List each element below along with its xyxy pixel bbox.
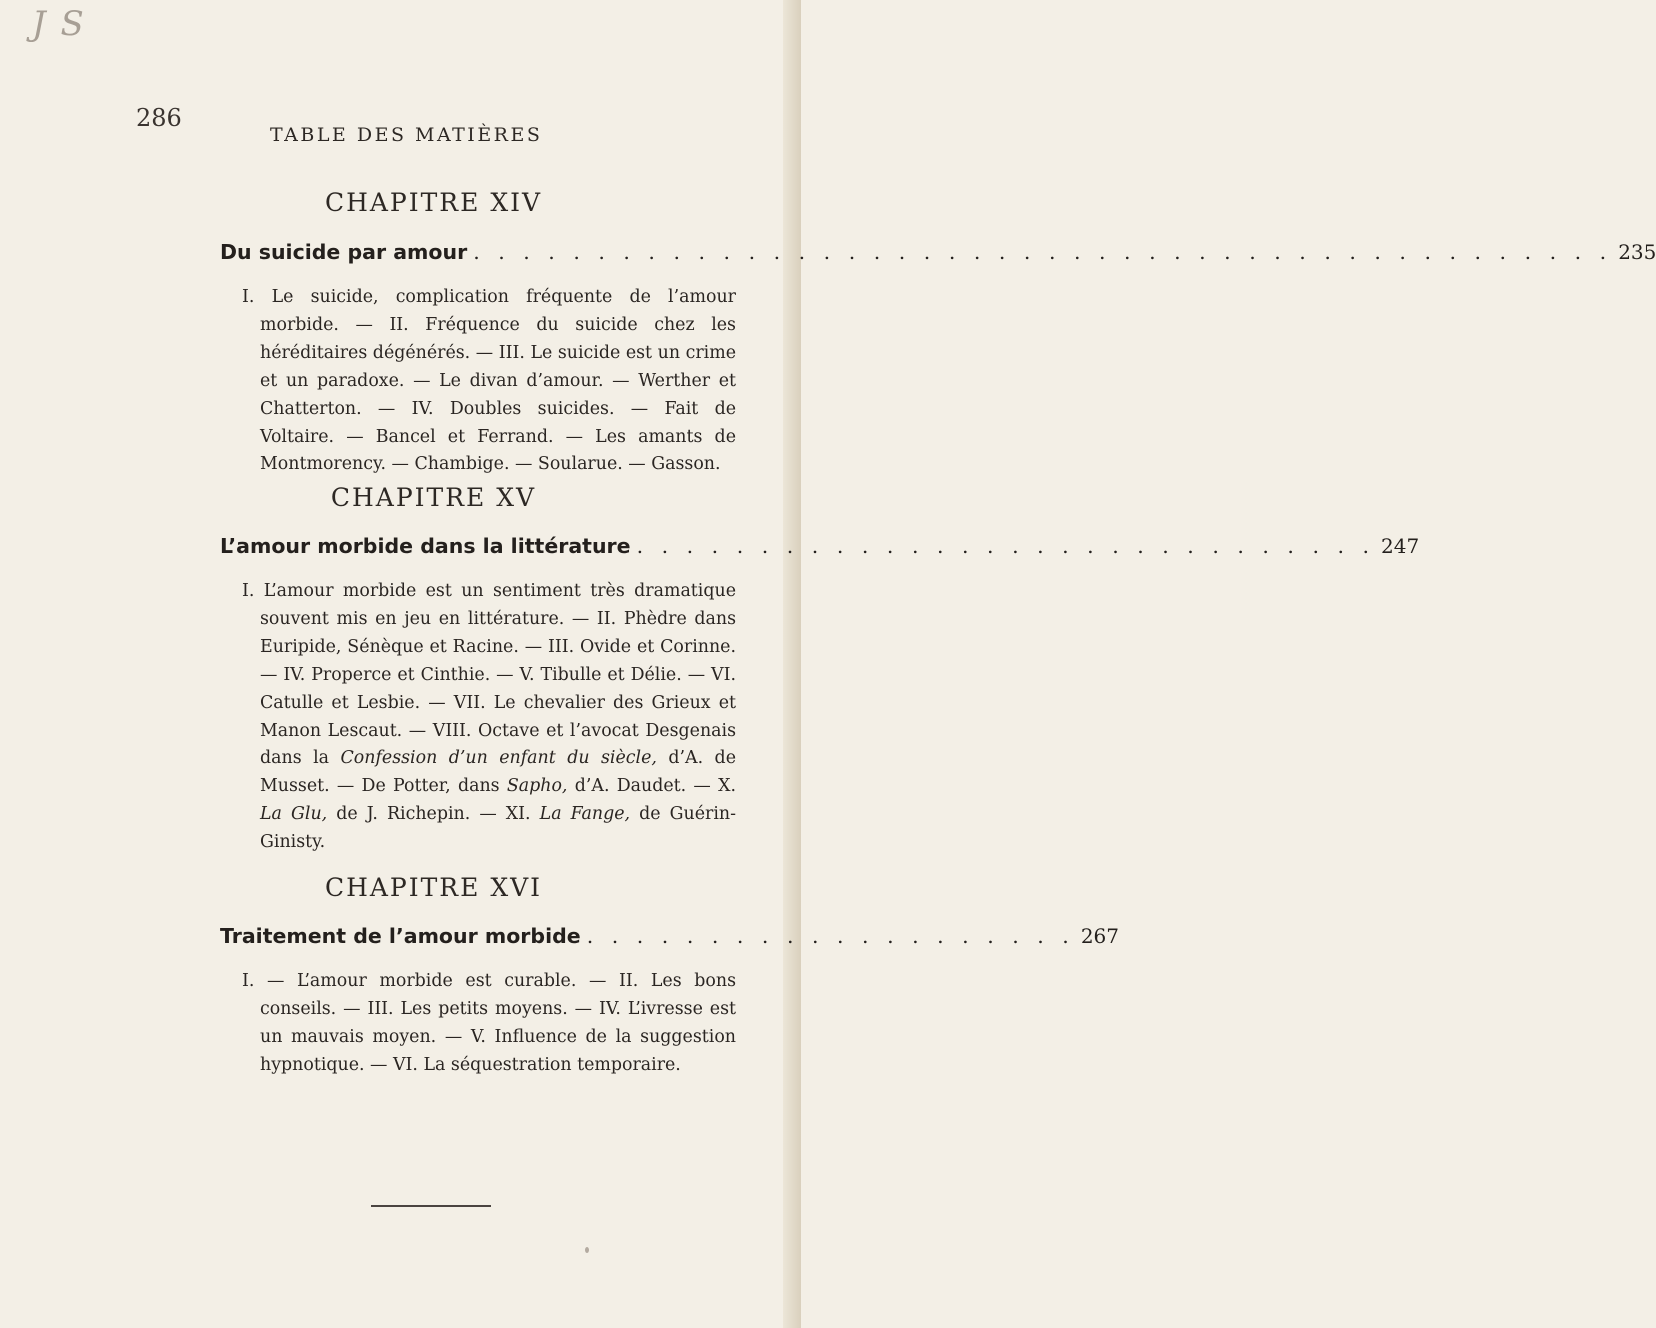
chapter-page-ref: 247 xyxy=(1381,534,1420,558)
summary-text: I. L’amour morbide est un sentiment très dramatique souvent mis en jeu en littérature. — II. Phèdre dans Euripide, Sénèque et Racine. — III. Ovide et Corinne. — IV. Properce et Cinthie. — V. Tibulle et Délie. — VI. Catulle et Lesbie. — VII. Le chevalier des Grieux et Manon Lescaut. — VIII. Octave et l’avocat Desgenais dans la xyxy=(242,581,736,769)
running-head: TABLE DES MATIÈRES xyxy=(270,124,543,146)
toc-entry-xvi xyxy=(220,924,1120,948)
italic-work-title: La Glu, xyxy=(260,804,328,825)
chapter-summary-xv xyxy=(242,578,736,857)
toc-entry-xiv xyxy=(220,240,1656,264)
paper-speck xyxy=(585,1247,589,1253)
chapter-page-ref: 267 xyxy=(1080,924,1120,948)
summary-text: de Guérin-Ginisty. xyxy=(260,804,736,853)
chapter-title: Traitement de l’amour morbide xyxy=(220,924,581,948)
chapter-page-ref: 235 xyxy=(1618,240,1656,264)
chapter-title: Du suicide par amour xyxy=(220,240,468,264)
end-rule xyxy=(371,1205,491,1207)
dot-leader: . . . . . . . . . . . . . . . . . . . . . . . . . . . . . . xyxy=(636,534,1376,558)
summary-text: d’A. Daudet. — X. xyxy=(567,776,736,797)
italic-work-title: Sapho, xyxy=(506,776,568,797)
chapter-heading-text: CHAPITRE XVI xyxy=(324,873,543,902)
chapter-heading-text: CHAPITRE XV xyxy=(330,483,537,512)
dot-leader: . . . . . . . . . . . . . . . . . . . . . . . . . . . . . . . . . . . . . . . . . . . . . . xyxy=(473,240,1613,264)
chapter-summary-xiv: I. Le suicide, complication fréquente de l’amour morbide. — II. Fréquence du suicide chez les héréditaires dégénérés. — III. Le suicide est un crime et un paradoxe. — Le divan d’amour. — Werther et Chatterton. — IV. Doubles suicides. — Fait de Voltaire. — Bancel et Ferrand. — Les amants de Montmorency. — Chambige. — Soularue. — Gasson. xyxy=(242,287,736,475)
chapter-heading-xv xyxy=(0,483,801,512)
dot-leader: . . . . . . . . . . . . . . . . . . . . xyxy=(586,924,1075,948)
chapter-heading-xiv xyxy=(0,188,801,217)
summary-text: de J. Richepin. — XI. xyxy=(327,804,540,825)
italic-work-title: La Fange, xyxy=(539,804,631,825)
page-number: 286 xyxy=(136,104,182,132)
summary-text: d’A. de Musset. — De Potter, dans xyxy=(260,748,736,797)
chapter-heading-xvi xyxy=(0,873,801,902)
handwritten-margin-note: J S xyxy=(32,4,86,44)
chapter-heading-text: CHAPITRE XIV xyxy=(324,188,543,217)
toc-entry-xv xyxy=(220,534,1420,558)
chapter-summary-xvi: I. — L’amour morbide est curable. — II. Les bons conseils. — III. Les petits moyens. — IV. L’ivresse est un mauvais moyen. — V. Influence de la suggestion hypnotique. — VI. La séquestration temporaire. xyxy=(242,971,736,1075)
chapter-title: L’amour morbide dans la littérature xyxy=(220,534,631,558)
italic-work-title: Confession d’un enfant du siècle, xyxy=(340,748,657,769)
